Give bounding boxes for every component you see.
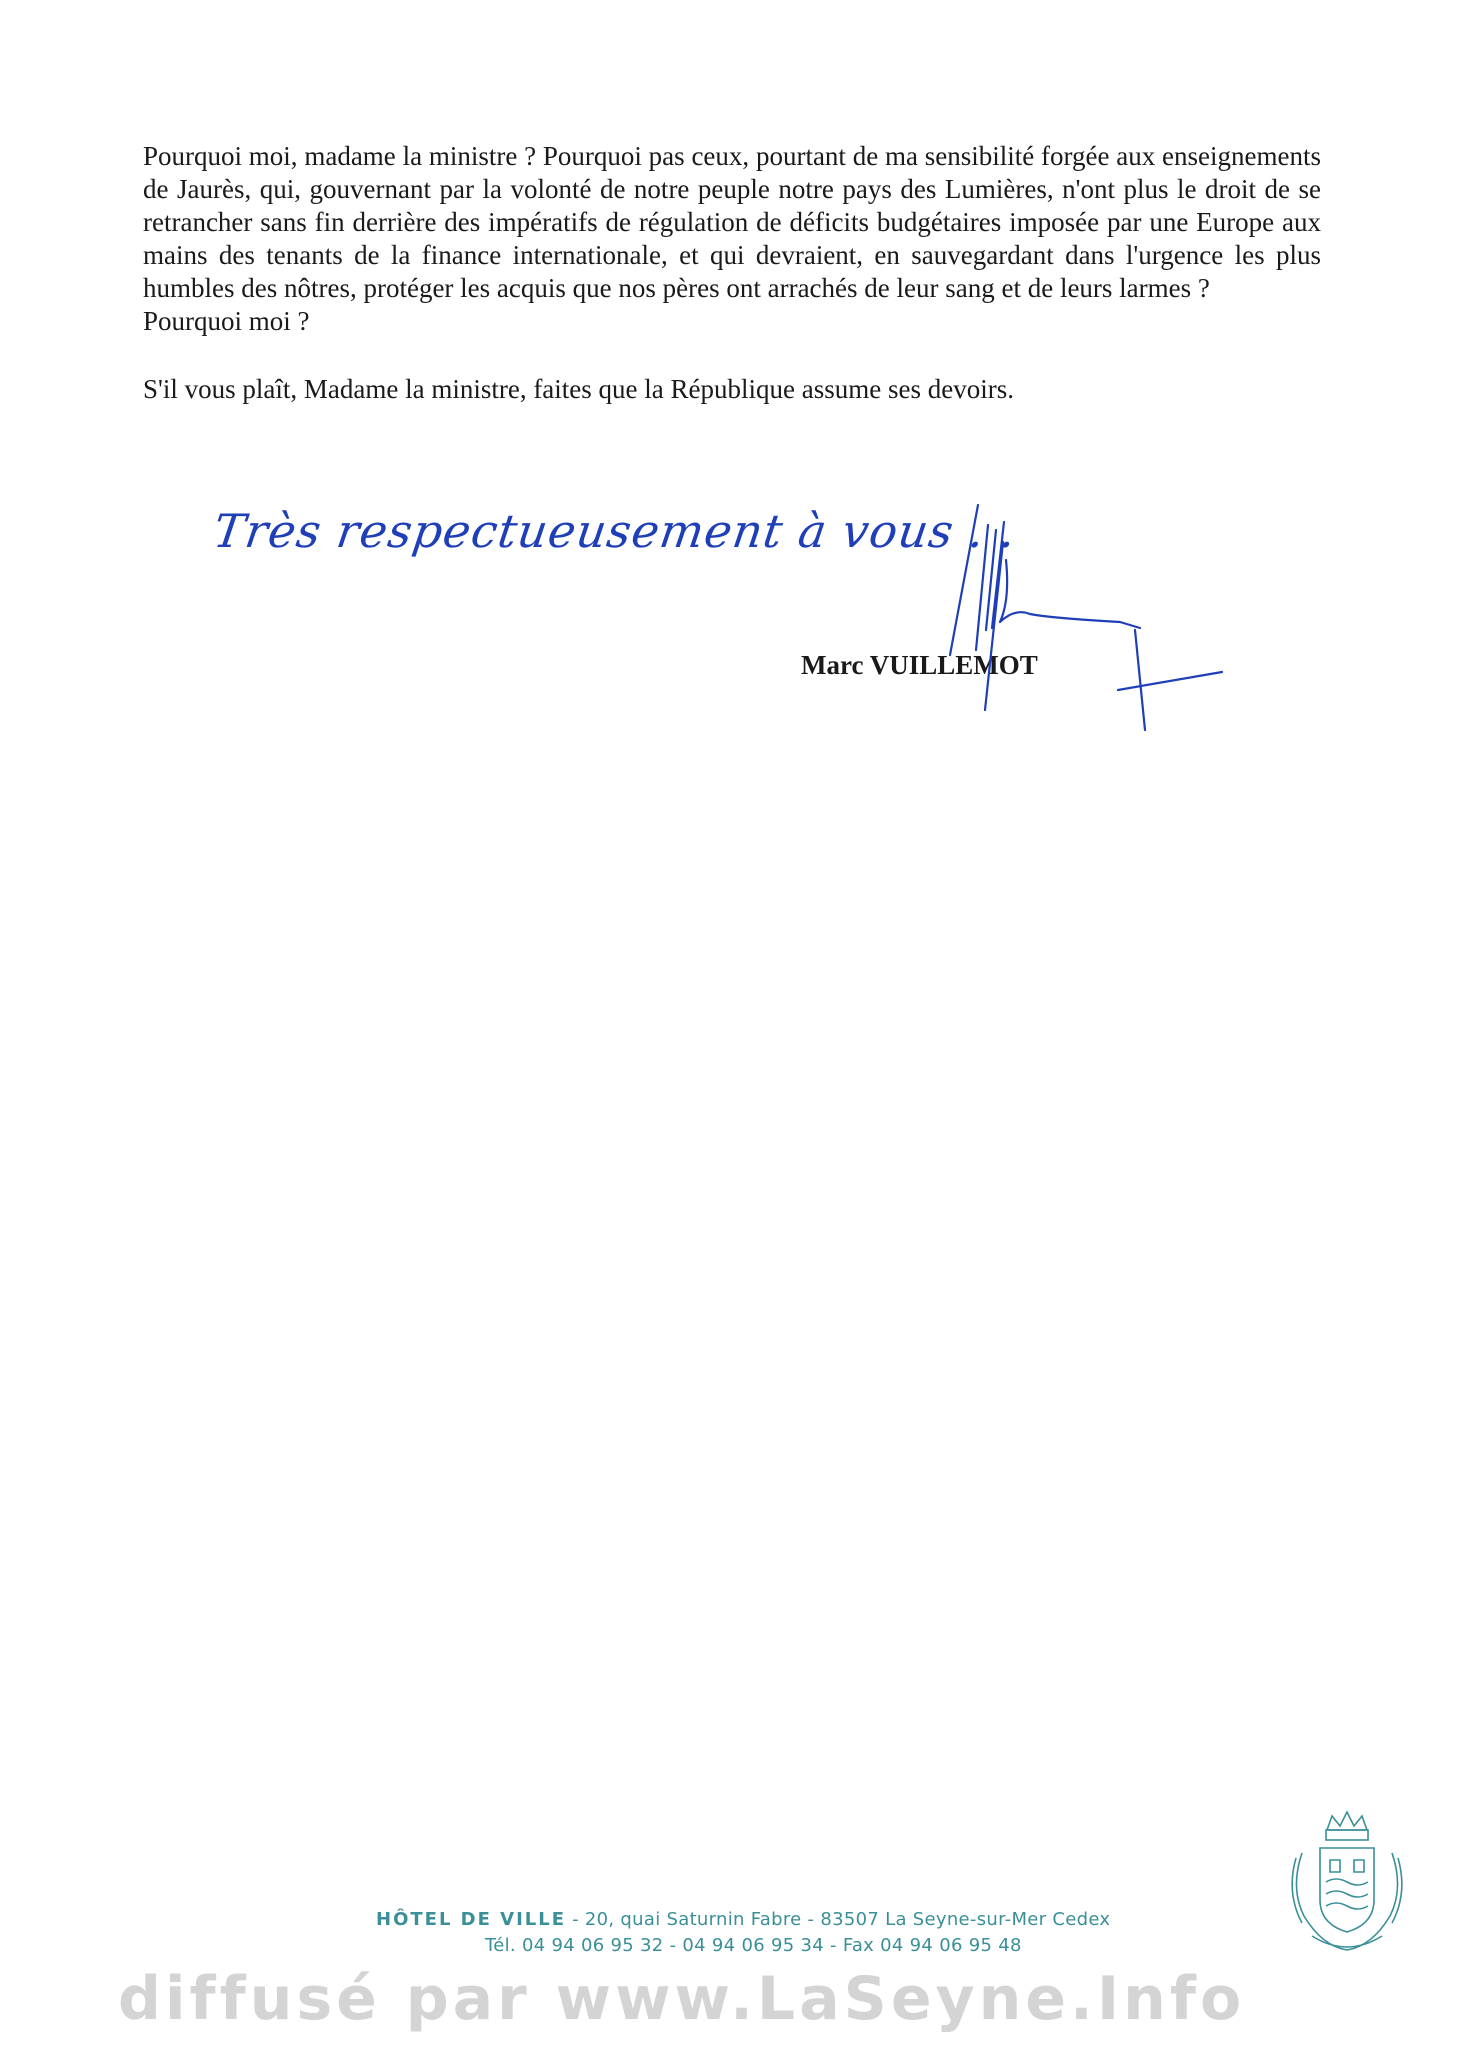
handwritten-closing: Très respectueusement à vous . . [210, 504, 1020, 558]
footer-phones: Tél. 04 94 06 95 32 - 04 94 06 95 34 - Fax 04 94 06 95 48 [485, 1935, 1022, 1956]
city-coat-of-arms-seal [1282, 1808, 1412, 1958]
signatory-name: Marc VUILLEMOT [801, 650, 1038, 680]
city-hall-footer [376, 1907, 1110, 1959]
watermark: diffusé par www.LaSeyne.Info [118, 1964, 1246, 2034]
letter-paragraph-2: Pourquoi moi ? [143, 306, 310, 336]
footer-address: - 20, quai Saturnin Fabre - 83507 La Seyne-sur-Mer Cedex [566, 1909, 1111, 1930]
footer-city-hall: HÔTEL DE VILLE [376, 1909, 567, 1930]
letter-paragraph-1: Pourquoi moi, madame la ministre ? Pourquoi pas ceux, pourtant de ma sensibilité forgée aux enseignements de Jaurès, qui, gouvernant par la volonté de notre peuple notre pays des Lumières, n'ont plus le droit de se retrancher sans fin derrière des impératifs de régulation de déficits budgétaires imposée par une Europe aux mains des tenants de la finance internationale, et qui devraient, en sauvegardant dans l'urgence les plus humbles des nôtres, protéger les acquis que nos pères ont arrachés de leur sang et de leurs larmes ? [143, 141, 1321, 303]
letter-body [143, 140, 1321, 406]
letter-paragraph-3: S'il vous plaît, Madame la ministre, faites que la République assume ses devoirs. [143, 374, 1014, 404]
handwritten-signature [940, 500, 1240, 760]
footer-address-line [376, 1907, 1110, 1933]
paragraph-spacer [143, 338, 1321, 373]
